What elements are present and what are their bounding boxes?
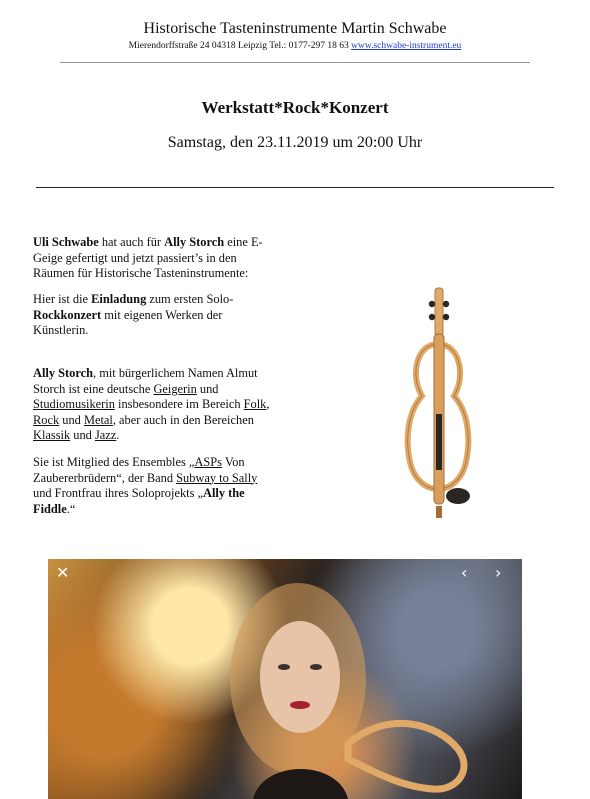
link-asps[interactable]: ASPs	[194, 455, 222, 469]
name-uli: Uli Schwabe	[33, 235, 99, 249]
text: zum ersten Solo-	[146, 292, 234, 306]
text: .“	[66, 501, 76, 516]
section-divider	[36, 187, 554, 188]
text: eine E-Geige gefertigt und jetzt passiert’s in den Räumen für Historische Tasteninstrumente:	[33, 235, 263, 280]
link-jazz[interactable]: Jazz	[94, 428, 117, 442]
close-icon[interactable]: ✕	[56, 563, 70, 582]
bold-einladung: Einladung	[91, 292, 147, 306]
bold-ally-storch: Ally Storch	[33, 366, 94, 380]
event-date: Samstag, den 23.11.2019 um 20:00 Uhr	[167, 134, 423, 151]
electric-violin-image	[398, 284, 478, 524]
text: mit eigenen Werken der Künstlerin.	[33, 307, 223, 337]
chevron-right-icon[interactable]: ›	[495, 563, 502, 582]
membership-paragraph	[33, 455, 278, 517]
link-geigerin[interactable]: Geigerin	[153, 381, 197, 396]
text: .	[116, 428, 120, 442]
text: und	[196, 381, 219, 396]
text: Von Zaubererbrüdern“, der Band	[33, 455, 245, 485]
text: Hier ist die	[33, 292, 92, 306]
artist-photo	[48, 559, 522, 799]
invitation-paragraph	[33, 292, 278, 339]
header-divider	[60, 62, 530, 63]
text: , aber auch in den Bereichen	[112, 412, 254, 427]
text: und Frontfrau ihres Soloprojekts „	[33, 486, 204, 500]
link-metal[interactable]: Metal	[83, 412, 113, 427]
text: Sie ist Mitglied des Ensembles „	[33, 455, 195, 469]
letterhead-address	[0, 41, 590, 51]
address-text: Mierendorffstraße 24 04318 Leipzig Tel.: 0177-297 18 63	[128, 41, 349, 51]
website-link[interactable]: www.schwabe-instrument.eu	[351, 41, 462, 51]
text: insbesondere im Bereich	[114, 397, 244, 411]
link-folk[interactable]: Folk	[243, 397, 267, 411]
text: hat auch für	[98, 235, 165, 249]
letterhead-title: Historische Tasteninstrumente Martin Schwabe	[143, 20, 447, 37]
link-rock[interactable]: Rock	[33, 412, 60, 427]
name-ally: Ally Storch	[164, 235, 225, 249]
event-title: Werkstatt*Rock*Konzert	[201, 98, 389, 117]
text: und	[59, 412, 84, 427]
chevron-left-icon[interactable]: ‹	[461, 563, 468, 582]
bold-rockkonzert: Rockkonzert	[33, 307, 102, 322]
link-studiomusikerin[interactable]: Studiomusikerin	[33, 397, 115, 411]
intro-paragraph	[33, 235, 278, 282]
bio-paragraph	[33, 366, 278, 444]
link-klassik[interactable]: Klassik	[33, 428, 71, 442]
bold-ally-the-fiddle: Ally the Fiddle	[33, 486, 245, 516]
text: , mit bürgerlichem Namen Almut Storch ist eine deutsche	[33, 366, 258, 396]
text: und	[70, 428, 95, 442]
portrait-illustration	[48, 559, 522, 799]
link-subway-to-sally[interactable]: Subway to Sally	[176, 470, 258, 485]
text: ,	[266, 397, 270, 411]
